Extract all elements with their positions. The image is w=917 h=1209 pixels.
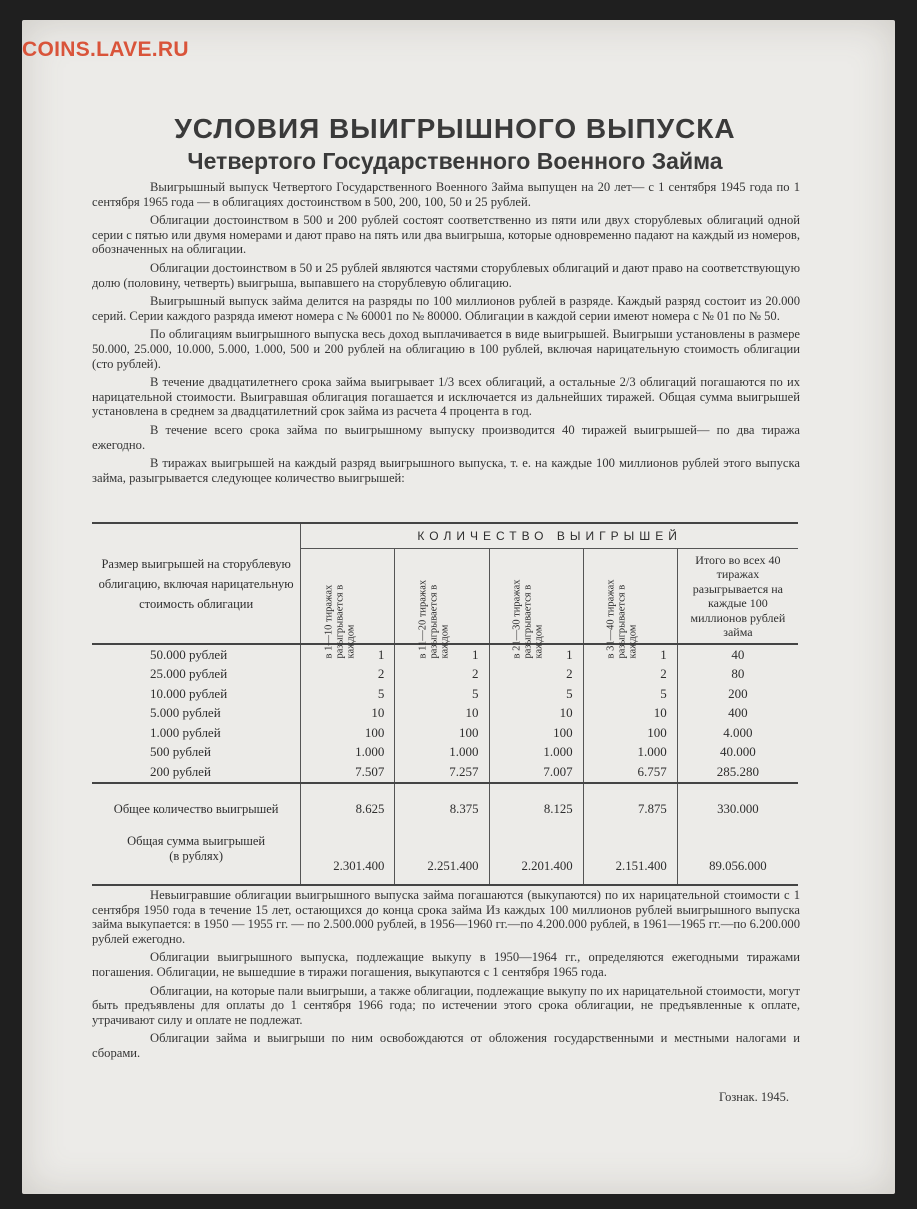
cell: 10 (395, 704, 489, 724)
cell-total: 200 (677, 684, 798, 704)
paragraph: Невыигравшие облигации выигрышного выпуска займа погашаются (выкупаются) по их нарицательной стоимости с 1 сентября 1950 года в течение 15 лет, остающихся до конца срока займа Из каждых 100 миллионов рублей выигрышного выпуска займа выкупается: в 1950 — 1955 гг. — по 2.500.000 рублей, в 1956—1960 гг.—по 4.200.000 рублей, в 1961—1965 гг.—по 6.200.000 рублей ежегодно. (92, 888, 800, 946)
cell: 2.301.400 (301, 830, 395, 885)
cell: 10 (489, 704, 583, 724)
cell: 1.000 (489, 743, 583, 763)
cell-total: 40 (677, 644, 798, 665)
cell: 1 (489, 644, 583, 665)
paragraph: Облигации, на которые пали выигрыши, а также облигации, подлежащие выкупу по их нарицательной стоимости, могут быть предъявлены для оплаты до 1 сентября 1966 года; по истечении этого срока облигации, не предъявленные к оплате, утрачивают силу и оплате не подлежат. (92, 983, 800, 1027)
period-header: в 31—40 тиражах разыгрывается в каждом (583, 549, 677, 644)
paragraph: Выигрышный выпуск Четвертого Государственного Военного Займа выпущен на 20 лет— с 1 сентября 1945 года по 1 сентября 1965 года — в облигациях достоинством в 500, 200, 100, 50 и 25 рублей. (92, 180, 800, 209)
cell-total: 285.280 (677, 762, 798, 783)
cell: 2.251.400 (395, 830, 489, 885)
cell: 1.000 (583, 743, 677, 763)
table-row (92, 684, 798, 704)
cell: 2 (489, 665, 583, 685)
cell: 10 (583, 704, 677, 724)
table-row (92, 743, 798, 763)
period-header: в 1—10 тиражах разыгрывается в каждом (301, 549, 395, 644)
cell: 5 (301, 684, 395, 704)
cell-total: 40.000 (677, 743, 798, 763)
cell-total: 89.056.000 (677, 830, 798, 885)
paragraph: По облигациям выигрышного выпуска весь доход выплачивается в виде выигрышей. Выигрыши установлены в размере 50.000, 25.000, 10.000, 5.000, 1.000, 500 и 200 рублей на облигацию в 100 рублей, включая нарицательную стоимость облигации (сто рублей). (92, 327, 800, 371)
cell: 6.757 (583, 762, 677, 783)
cell: 2 (583, 665, 677, 685)
paragraph: В течение всего срока займа по выигрышному выпуску производится 40 тиражей выигрышей— по два тиража ежегодно. (92, 422, 800, 452)
paragraph: Облигации достоинством в 500 и 200 рублей состоят соответственно из пяти или двух сторублевых облигаций одной серии с пятью или двумя номерами и дают право на пять или два выигрыша, которые одновременно падают на каждый из номеров, обозначенных на облигации. (92, 213, 800, 257)
row-label: 1.000 рублей (150, 724, 221, 740)
cell: 5 (395, 684, 489, 704)
paragraph: Выигрышный выпуск займа делится на разряды по 100 миллионов рублей в разряде. Каждый разряд состоит из 20.000 серий. Серии каждого разряда имеют номера с № 60001 по № 80000. Облигации в каждой серии имеют номера с № 01 по № 50. (92, 294, 800, 323)
paragraph: Облигации займа и выигрыши по ним освобождаются от обложения государственными и местными налогами и сборами. (92, 1031, 800, 1060)
cell-total: 80 (677, 665, 798, 685)
cell: 5 (583, 684, 677, 704)
paragraph: Облигации достоинством в 50 и 25 рублей являются частями сторублевых облигаций и дают право на соответствующую долю (половину, четверть) выигрыша, выпавшего на сторублевую облигацию. (92, 260, 800, 290)
cell-total: 400 (677, 704, 798, 724)
total-sum-label-line1: Общая сумма выигрышей (127, 833, 266, 848)
outro-text (92, 888, 800, 1065)
intro-text (92, 180, 800, 489)
paragraph: В тиражах выигрышей на каждый разряд выигрышного выпуска, т. е. на каждые 100 миллионов рублей этого выпуска займа, разыгрывается следующее количество выигрышей: (92, 456, 800, 485)
count-header: КОЛИЧЕСТВО ВЫИГРЫШЕЙ (301, 523, 798, 549)
cell: 5 (489, 684, 583, 704)
paragraph: Облигации выигрышного выпуска, подлежащие выкупу в 1950—1964 гг., определяются ежегодными тиражами погашения. Облигации, не вышедшие в тиражи погашения, выкупаются с 1 сентября 1965 года. (92, 950, 800, 979)
row-label: 500 рублей (150, 744, 211, 760)
row-label: 25.000 рублей (150, 666, 228, 682)
cell: 1 (583, 644, 677, 665)
cell: 7.007 (489, 762, 583, 783)
document-title (95, 112, 815, 176)
cell: 100 (301, 723, 395, 743)
cell: 2.201.400 (489, 830, 583, 885)
cell: 2 (301, 665, 395, 685)
row-label: 5.000 рублей (150, 705, 221, 721)
cell: 10 (301, 704, 395, 724)
cell: 100 (583, 723, 677, 743)
row-label: 200 рублей (150, 763, 211, 779)
cell: 8.375 (395, 790, 489, 830)
total-sum-label-line2: (в рублях) (169, 848, 224, 863)
table-row (92, 665, 798, 685)
size-header: Размер выигрышей на сторублевую облигацию, включая нарицательную стоимость облигации (92, 523, 301, 643)
total-sum-row (92, 830, 798, 885)
title-line-1: УСЛОВИЯ ВЫИГРЫШНОГО ВЫПУСКА (174, 113, 736, 144)
total-sum-label (92, 830, 301, 885)
table-row (92, 723, 798, 743)
prizes-table (92, 522, 798, 886)
cell-total: 4.000 (677, 723, 798, 743)
cell: 2.151.400 (583, 830, 677, 885)
cell: 1 (301, 644, 395, 665)
total-count-label: Общее количество выигрышей (113, 802, 279, 816)
period-header: в 11—20 тиражах разыгрывается в каждом (395, 549, 489, 644)
cell: 100 (489, 723, 583, 743)
cell: 7.257 (395, 762, 489, 783)
cell: 100 (395, 723, 489, 743)
cell: 1 (395, 644, 489, 665)
total-header: Итого во всех 40 тиражах разыгрывается на каждые 100 миллионов рублей займа (677, 549, 798, 644)
cell: 8.125 (489, 790, 583, 830)
cell: 7.875 (583, 790, 677, 830)
row-label: 10.000 рублей (150, 685, 228, 701)
table-row (92, 704, 798, 724)
watermark: COINS.LAVE.RU (22, 38, 189, 61)
table-row (92, 762, 798, 783)
cell: 1.000 (395, 743, 489, 763)
cell: 1.000 (301, 743, 395, 763)
cell-total: 330.000 (677, 790, 798, 830)
printer-imprint: Гознак. 1945. (718, 1090, 789, 1104)
cell: 2 (395, 665, 489, 685)
period-header: в 21—30 тиражах разыгрывается в каждом (489, 549, 583, 644)
paragraph: В течение двадцатилетнего срока займа выигрывает 1/3 всех облигаций, а остальные 2/3 облигаций погашаются по их нарицательной стоимости. Выигравшая облигация погашается и исключается из дальнейших тиражей. Общая сумма выигрышей установлена в среднем за двадцатилетний срок займа из расчета 4 процента в год. (92, 375, 800, 419)
cell: 7.507 (301, 762, 395, 783)
row-label: 50.000 рублей (150, 646, 228, 662)
total-count-row (92, 790, 798, 830)
title-line-2: Четвертого Государственного Военного Займа (187, 148, 723, 174)
cell: 8.625 (301, 790, 395, 830)
